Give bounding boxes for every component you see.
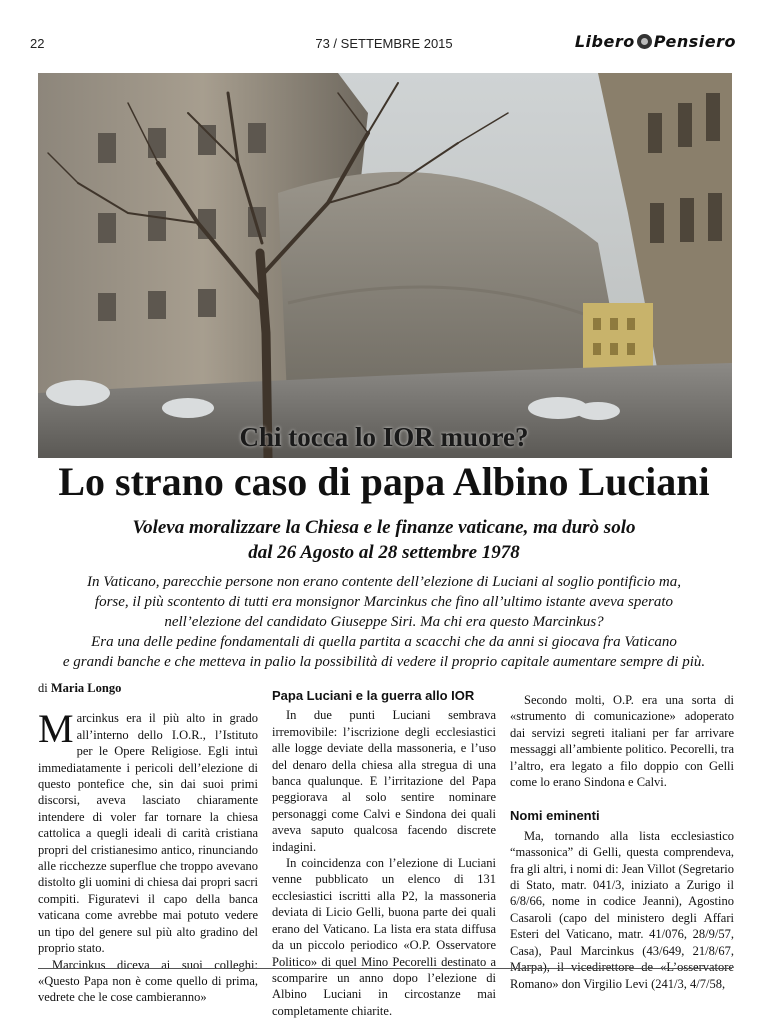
intro-line-3: nell’elezione del candidato Giuseppe Siri. Ma chi era questo Marcinkus?: [164, 614, 604, 630]
subtitle-line-1: Voleva moralizzare la Chiesa e le finanze vaticane, ma durò solo: [132, 517, 636, 538]
drop-cap: M: [38, 706, 74, 752]
vatican-walls-photo: [38, 73, 732, 458]
article-intro: [20, 572, 748, 672]
article-kicker: Chi tocca lo IOR muore?: [239, 422, 529, 452]
magazine-logo: [575, 32, 736, 51]
page-header: [0, 0, 768, 70]
paragraph: Ma, tornando alla lista ecclesiastico “massonica” di Gelli, questa comprendeva, fra gli altri, i nomi di: Jean Villot (Segretario di Stato, matr. 041/3, iniziato a Zurigo il 6/8/66, nome in codice Jeanni), Agostino Casaroli (capo del ministero degli Affari Esteri del Vaticano, matr. 41/076, 28/9/57, Casa), Paul Marcinkus (43/649, 21/8/67, Marpa), il vicedirettore de «L’osservatore Romano» don Virgilio Levi (241/3, 4/7/58,: [510, 828, 734, 991]
logo-seal-icon: [637, 34, 652, 49]
article-subtitle: [60, 515, 708, 565]
intro-line-5: e grandi banche e che metteva in palio la possibilità di vedere il proprio capitale aumentare sempre di più.: [62, 654, 706, 670]
paragraph: In due punti Luciani sembrava irremovibile: l’iscrizione degli ecclesiastici alle logge deviate della massoneria, e l’uso del denaro della chiesa alla stregua di una banca qualunque. E l’irritazione del Papa peggiorava al solo sentire nominare personaggi come Calvi e Sindona dei quali aveva saputo qualcosa facendo discrete indagini.: [272, 708, 496, 854]
paragraph: [38, 706, 258, 956]
paragraph: In coincidenza con l’elezione di Luciani venne pubblicato un elenco di 131 ecclesiastici iscritti alla P2, la massoneria deviata di Licio Gelli, buona parte dei quali erano del Vaticano. La lista era stata diffusa da un piccolo periodico «O.P. Osservatore Politico» di quel Mino Pecorelli destinato a scomparire un anno dopo l’elezione di Albino Luciani in circostanze mai completamente chiarite.: [272, 856, 496, 1018]
section-heading: Nomi eminenti: [510, 808, 600, 824]
logo-word-right: Pensiero: [653, 32, 736, 51]
intro-line-2: forse, il più scontento di tutti era monsignor Marcinkus che fino all’ultimo istante aveva sperato: [94, 594, 674, 610]
footer-rule: [38, 968, 732, 969]
intro-line-1: In Vaticano, parecchie persone non erano contente dell’elezione di Luciani al soglio pontificio ma,: [87, 574, 681, 590]
article-title: Lo strano caso di papa Albino Luciani: [58, 459, 710, 504]
page-number: 22: [30, 36, 45, 51]
author-name: Maria Longo: [50, 681, 122, 695]
byline: [38, 680, 258, 696]
paragraph: Marcinkus diceva ai suoi colleghi: «Questo Papa non è come quello di prima, vedrete che le cose cambieranno»: [38, 957, 258, 1005]
column-3: [510, 692, 734, 992]
column-1: [38, 680, 258, 1006]
issue-label: 73 / SETTEMBRE 2015: [315, 36, 453, 51]
byline-prefix: di: [38, 681, 48, 695]
paragraph: Secondo molti, O.P. era una sorta di «strumento di comunicazione» adoperato dai servizi segreti italiani per far arrivare messaggi all’ambiente politico. Pecorelli, tra l’altro, era legato a filo doppio con Gelli come lo erano Sindona e Calvi.: [510, 693, 734, 790]
section-heading: Papa Luciani e la guerra allo IOR: [272, 688, 475, 703]
logo-word-left: Libero: [574, 32, 635, 51]
article-photo: [38, 73, 732, 458]
paragraph-text: arcinkus era il più alto in grado all’interno dello I.O.R., l’Istituto per le Opere Religiose. Egli intuì immediatamente i pericoli dell’elezione di questo pontefice che, sin dai suoi primi discorsi, aveva lasciato chiaramente intendere di voler far tornare la chiesa cattolica a quegli ideali di carità cristiana propri del cristianesimo antico, rinunciando alle ricchezze superflue che troppo avevano distolto gli uomini di chiesa dai propri sacri compiti. Figuratevi il capo della banca vaticana come avrebbe mai potuto vedere un tipo del genere sul più alto gradino del proprio stato.: [38, 711, 258, 956]
intro-line-4: Era una delle pedine fondamentali di quella partita a scacchi che da anni si giocava fra Vaticano: [91, 634, 677, 650]
subtitle-line-2: dal 26 Agosto al 28 settembre 1978: [248, 542, 520, 563]
